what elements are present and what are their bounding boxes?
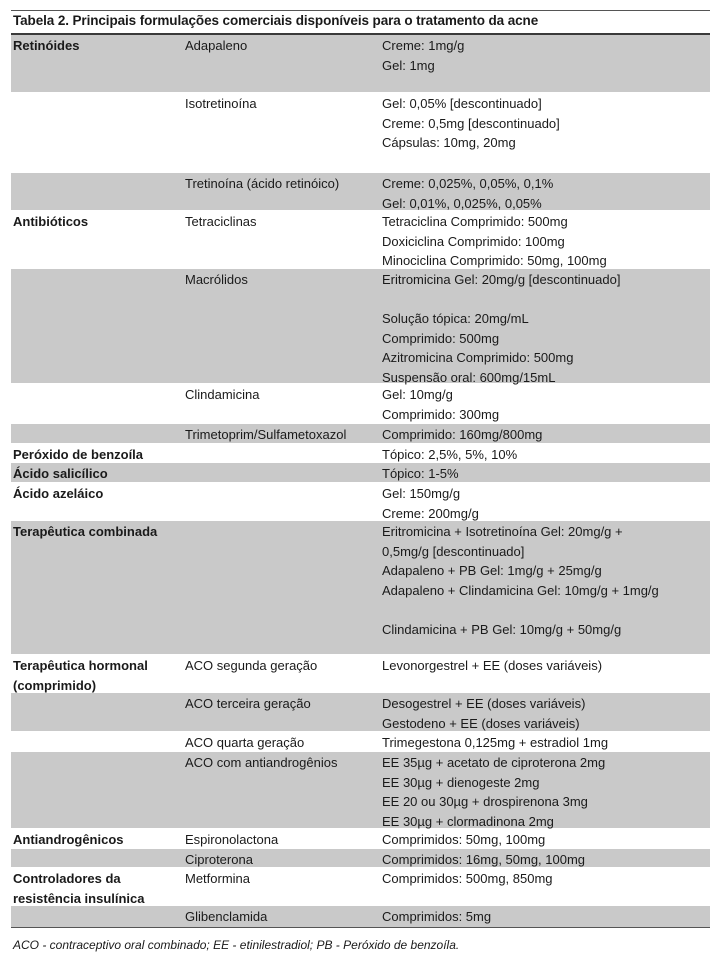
cell-line: Antibióticos [13,214,89,229]
cell-line: ACO terceira geração [185,696,311,711]
agent-cell [185,693,382,731]
category-cell [11,93,185,172]
table-row [11,521,710,655]
cell-line: Levonorgestrel + EE (doses variáveis) [382,658,603,673]
table-row [11,384,710,424]
table-row [11,35,710,93]
table-row [11,732,710,752]
cell-line: Creme: 200mg/g [382,505,479,521]
formulation-cell [382,849,710,867]
agent-cell [185,211,382,268]
cell-line: Gel: 1mg [382,57,435,73]
cell-line: Solução tópica: 20mg/mL [382,311,529,326]
category-cell [11,444,185,462]
cell-line: Suspensão oral: 600mg/15mL [382,369,556,385]
category-cell [11,463,185,482]
cell-line: Comprimidos: 50mg, 100mg [382,832,546,847]
cell-line: Gel: 0,05% [descontinuado] [382,96,542,111]
cell-line: Clindamicina + PB Gel: 10mg/g + 50mg/g [382,621,622,637]
category-cell [11,424,185,443]
cell-line: EE 35µg + acetato de ciproterona 2mg [382,755,606,770]
cell-line: Glibenclamida [185,909,268,924]
cell-line: ACO segunda geração [185,658,318,673]
table-row [11,269,710,384]
formulation-cell [382,93,710,172]
table-title: Tabela 2. Principais formulações comerciais disponíveis para o tratamento da acne [13,13,539,28]
cell-line: Creme: 0,025%, 0,05%, 0,1% [382,176,554,191]
category-cell [11,35,185,92]
formulation-cell [382,211,710,268]
cell-line: Doxiciclina Comprimido: 100mg [382,233,565,249]
cell-line: Tópico: 2,5%, 5%, 10% [382,447,518,462]
agent-cell [185,35,382,92]
cell-line: EE 30µg + clormadinona 2mg [382,813,554,829]
cell-line: Retinóides [13,38,80,53]
cell-line: Comprimidos: 16mg, 50mg, 100mg [382,852,586,867]
cell-line: Terapêutica hormonal [13,658,148,673]
agent-cell [185,655,382,692]
cell-line: Gel: 150mg/g [382,486,461,501]
agent-cell [185,269,382,383]
cell-line: Tetraciclina Comprimido: 500mg [382,214,568,229]
formulation-cell [382,752,710,828]
cell-line: Metformina [185,871,251,886]
formulation-cell [382,463,710,482]
agent-cell [185,849,382,867]
cell-line: (comprimido) [13,677,97,693]
cell-line: Terapêutica combinada [13,524,158,539]
cell-line: Adapaleno [185,38,248,53]
table-row [11,173,710,211]
category-cell [11,868,185,905]
category-cell [11,173,185,210]
cell-line: EE 20 ou 30µg + drospirenona 3mg [382,794,588,809]
cell-line: Azitromicina Comprimido: 500mg [382,350,574,365]
table-row [11,829,710,849]
agent-cell [185,384,382,423]
table-row [11,483,710,521]
cell-line: Ciproterona [185,852,253,867]
cell-line: ACO quarta geração [185,735,305,750]
cell-line: Comprimido: 160mg/800mg [382,427,543,442]
cell-line: Espironolactona [185,832,279,847]
table-row [11,211,710,269]
table-footnote: ACO - contraceptivo oral combinado; EE - etinilestradiol; PB - Peróxido de benzoíla. [13,938,460,952]
formulation-cell [382,424,710,443]
formulation-cell [382,655,710,692]
category-cell [11,384,185,423]
top-rule [11,10,710,11]
agent-cell [185,752,382,828]
formulation-cell [382,269,710,383]
category-cell [11,693,185,731]
cell-line: Eritromicina Gel: 20mg/g [descontinuado] [382,272,621,287]
cell-line: ACO com antiandrogênios [185,755,338,770]
cell-line: Isotretinoína [185,96,257,111]
agent-cell [185,93,382,172]
cell-line: Gel: 0,01%, 0,025%, 0,05% [382,195,542,211]
cell-line: Gel: 10mg/g [382,387,453,402]
agent-cell [185,732,382,751]
table-row [11,444,710,463]
formulations-table [11,35,710,928]
formulation-cell [382,906,710,927]
cell-line: Comprimido: 500mg [382,330,500,346]
cell-line: 0,5mg/g [descontinuado] [382,543,525,559]
table-row [11,868,710,906]
cell-line: Trimegestona 0,125mg + estradiol 1mg [382,735,609,750]
agent-cell [185,906,382,927]
table-row [11,655,710,693]
category-cell [11,655,185,692]
category-cell [11,906,185,927]
cell-line: Comprimido: 300mg [382,406,500,422]
formulation-cell [382,384,710,423]
cell-line: Eritromicina + Isotretinoína Gel: 20mg/g + [382,524,623,539]
agent-cell [185,829,382,848]
cell-line: Clindamicina [185,387,260,402]
table-row [11,752,710,829]
formulation-cell [382,693,710,731]
cell-line [382,600,710,620]
agent-cell [185,483,382,520]
formulation-cell [382,35,710,92]
agent-cell [185,424,382,443]
cell-line: Gestodeno + EE (doses variáveis) [382,715,580,731]
agent-cell [185,444,382,462]
cell-line: Tetraciclinas [185,214,257,229]
cell-line: Trimetoprim/Sulfametoxazol [185,427,347,442]
formulation-cell [382,444,710,462]
cell-line: Desogestrel + EE (doses variáveis) [382,696,586,711]
cell-line: Cápsulas: 10mg, 20mg [382,135,516,150]
agent-cell [185,173,382,210]
cell-line: Comprimidos: 5mg [382,909,492,924]
cell-line [382,290,710,310]
table-row [11,93,710,173]
formulation-cell [382,521,710,654]
table-row [11,693,710,732]
table-row [11,424,710,444]
cell-line: Comprimidos: 500mg, 850mg [382,871,553,886]
cell-line: Tretinoína (ácido retinóico) [185,176,340,191]
category-cell [11,829,185,848]
category-cell [11,211,185,268]
category-cell [11,521,185,654]
cell-line: resistência insulínica [13,890,145,906]
cell-line: Controladores da [13,871,121,886]
formulation-cell [382,173,710,210]
table-row [11,463,710,483]
category-cell [11,269,185,383]
formulation-cell [382,732,710,751]
table-row [11,849,710,868]
agent-cell [185,868,382,905]
cell-line: Peróxido de benzoíla [13,447,144,462]
category-cell [11,752,185,828]
cell-line: EE 30µg + dienogeste 2mg [382,774,540,790]
cell-line: Minociclina Comprimido: 50mg, 100mg [382,253,607,268]
cell-line: Creme: 0,5mg [descontinuado] [382,115,560,131]
category-cell [11,732,185,751]
cell-line: Antiandrogênicos [13,832,124,847]
category-cell [11,483,185,520]
cell-line: Adapaleno + Clindamicina Gel: 10mg/g + 1mg/g [382,582,659,598]
cell-line: Tópico: 1-5% [382,466,459,481]
table-row [11,906,710,928]
agent-cell [185,521,382,654]
agent-cell [185,463,382,482]
cell-line: Adapaleno + PB Gel: 1mg/g + 25mg/g [382,563,602,578]
formulation-cell [382,483,710,520]
formulation-cell [382,868,710,905]
formulation-cell [382,829,710,848]
cell-line: Macrólidos [185,272,248,287]
category-cell [11,849,185,867]
cell-line: Ácido salicílico [13,466,108,481]
cell-line: Ácido azeláico [13,486,104,501]
cell-line: Creme: 1mg/g [382,38,465,53]
